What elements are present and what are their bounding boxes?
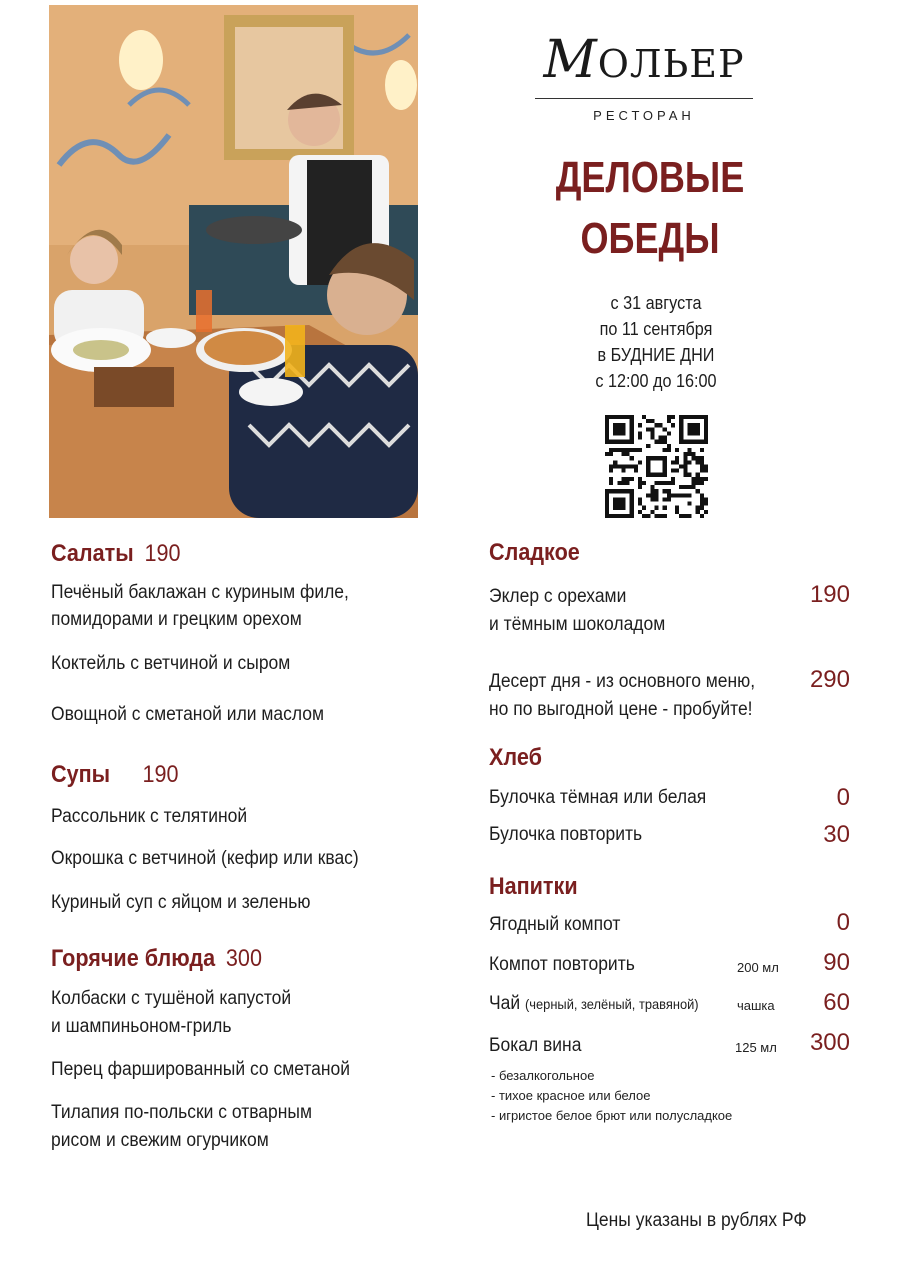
logo-divider — [535, 98, 753, 99]
volume-label: 200 мл — [737, 960, 779, 975]
qr-code[interactable] — [605, 415, 708, 518]
menu-price: 300 — [809, 1029, 850, 1056]
menu-item: Булочка тёмная или белая — [489, 787, 707, 808]
menu-price: 0 — [836, 909, 850, 936]
menu-price: 60 — [823, 989, 850, 1016]
volume-label: 125 мл — [735, 1040, 777, 1055]
menu-item: Бокал вина — [489, 1035, 582, 1056]
menu-item: и тёмным шоколадом — [489, 614, 666, 635]
menu-price: 30 — [823, 821, 850, 848]
menu-item: рисом и свежим огурчиком — [51, 1130, 269, 1151]
logo-subtitle: РЕСТОРАН — [593, 108, 695, 123]
menu-item: помидорами и грецким орехом — [51, 609, 302, 630]
section-sweet-title: Сладкое — [489, 539, 580, 566]
page-title-line2: ОБЕДЫ — [580, 214, 720, 263]
menu-item: и шампиньоном-гриль — [51, 1016, 232, 1037]
menu-item: Овощной с сметаной или маслом — [51, 704, 325, 725]
menu-price: 290 — [809, 666, 850, 693]
menu-item: Булочка повторить — [489, 824, 643, 845]
section-drinks-title: Напитки — [489, 873, 578, 900]
schedule-line: по 11 сентября — [599, 319, 713, 339]
schedule-line: в БУДНИЕ ДНИ — [597, 345, 715, 365]
menu-item: Компот повторить — [489, 954, 635, 975]
section-hot-title: Горячие блюда 300 — [51, 945, 262, 972]
section-bread-title: Хлеб — [489, 744, 542, 771]
menu-item: Эклер с орехами — [489, 586, 627, 607]
menu-price: 190 — [809, 581, 850, 608]
menu-item: Десерт дня - из основного меню, — [489, 671, 756, 692]
menu-price: 90 — [823, 949, 850, 976]
menu-item: Тилапия по-польски с отварным — [51, 1102, 312, 1123]
schedule-line: с 12:00 до 16:00 — [595, 371, 717, 391]
menu-item: Чай (черный, зелёный, травяной) — [489, 993, 699, 1014]
section-salads-title: Салаты 190 — [51, 540, 181, 567]
section-soups-title: Супы 190 — [51, 761, 179, 788]
menu-item: Окрошка с ветчиной (кефир или квас) — [51, 848, 359, 869]
menu-item: Коктейль с ветчиной и сыром — [51, 653, 291, 674]
menu-item: но по выгодной цене - пробуйте! — [489, 699, 753, 720]
volume-label: чашка — [737, 998, 775, 1013]
menu-item: Перец фаршированный со сметаной — [51, 1059, 351, 1080]
restaurant-photo — [49, 5, 418, 518]
menu-item: Рассольник с телятиной — [51, 806, 248, 827]
menu-item: Печёный баклажан с куриным филе, — [51, 582, 349, 603]
page-title-line1: ДЕЛОВЫЕ — [555, 153, 745, 202]
wine-note: - тихое красное или белое — [491, 1088, 651, 1103]
prices-footnote: Цены указаны в рублях РФ — [586, 1210, 807, 1231]
menu-item: Колбаски с тушёной капустой — [51, 988, 292, 1009]
menu-item: Ягодный компот — [489, 914, 621, 935]
menu-price: 0 — [836, 784, 850, 811]
menu-item: Куриный суп с яйцом и зеленью — [51, 892, 311, 913]
schedule-line: с 31 августа — [610, 293, 702, 313]
restaurant-logo: MОЛЬЕР — [543, 30, 745, 90]
menu-item-note: (черный, зелёный, травяной) — [524, 996, 699, 1012]
wine-note: - безалкогольное — [491, 1068, 595, 1083]
wine-note: - игристое белое брют или полусладкое — [491, 1108, 733, 1123]
